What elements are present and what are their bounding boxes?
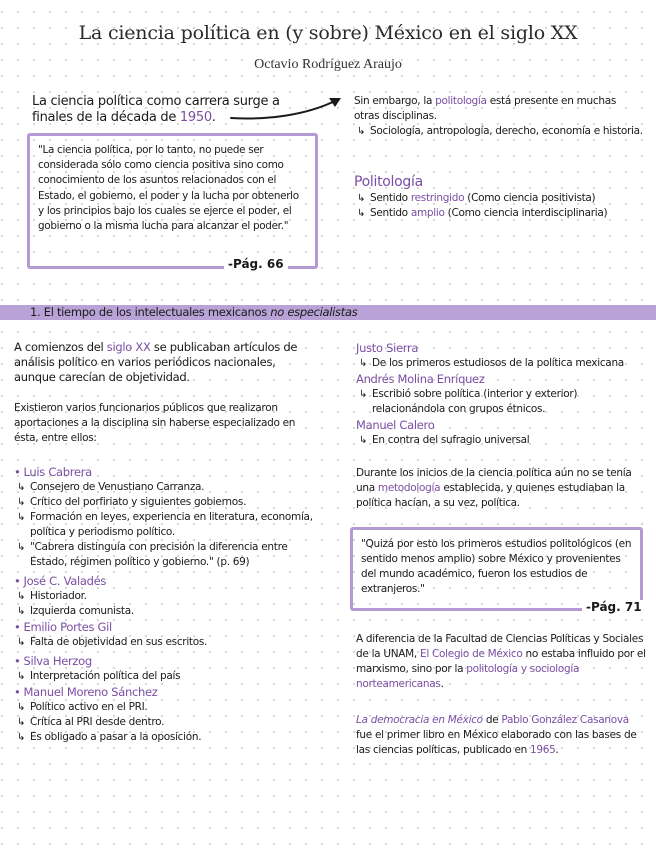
para-metodologia [356, 466, 646, 511]
person-note: ↳ Escribió sobre política (interior y exterior) relacionándola con grupos étnicos. [356, 387, 646, 417]
sentido-restringido [354, 191, 649, 206]
person-name: Manuel Calero [356, 418, 435, 432]
restringido-highlight: restringido [410, 192, 465, 204]
page-reference-71: -Pág. 71 [582, 600, 646, 614]
para-libro [356, 713, 646, 758]
person-note: ↳ "Cabrera distinguía con precisión la diferencia entre Estado, régimen político y gobierno." (p. 69) [14, 540, 314, 570]
section-title-emphasis: no especialistas [270, 305, 358, 319]
note-prefix: Sin embargo, la [354, 95, 436, 107]
page-title: La ciencia política en (y sobre) México en el siglo XX [78, 22, 578, 44]
people-list-left [14, 464, 314, 745]
person-name: • José C. Valadés [14, 573, 314, 589]
person-note: ↳ De los primeros estudiosos de la política mexicana [356, 356, 646, 371]
para-prefix: A comienzos del [14, 340, 107, 354]
right-column [356, 340, 646, 511]
siglo-xx-highlight: siglo XX [106, 340, 151, 354]
left-column [14, 340, 314, 745]
person-name: • Manuel Moreno Sánchez [14, 684, 314, 700]
item-suffix: (Como ciencia interdisciplinaria) [444, 207, 608, 219]
person-note: ↳ Crítica al PRI desde dentro. [14, 715, 314, 730]
para-colegio [356, 632, 646, 692]
arrow-icon [225, 92, 350, 124]
politologia-note-text [354, 94, 644, 124]
person-note: ↳ Es obligado a pasar a la oposición. [14, 730, 314, 745]
person-name: • Luis Cabrera [14, 464, 314, 480]
person-name: • Emilio Portes Gil [14, 619, 314, 635]
person-note: ↳ Consejero de Venustiano Carranza. [14, 480, 314, 495]
book-title: La democracia en México [356, 714, 483, 726]
quote-text: "La ciencia política, por lo tanto, no puede ser considerada sólo como ciencia positiva sino como conocimiento de los asuntos relacionados con el Estado, el gobierno, el poder y la lucha por obtenerlo y los principios bajo los cuales se ejerce el poder, el gobierno o la misma lucha para alcanzar el poder." [38, 144, 299, 233]
intro-note-suffix: . [211, 110, 216, 125]
item-suffix: (Como ciencia positivista) [464, 192, 596, 204]
section-number: 1. [30, 305, 41, 319]
disciplines-list [354, 124, 644, 139]
para-suffix: establecida, y quienes estudiaban la política hacían, a su vez, política. [356, 482, 625, 509]
person-note: ↳ Político activo en el PRI. [14, 700, 314, 715]
person-name: Andrés Molina Enríquez [356, 372, 485, 386]
person-note: ↳ Izquierda comunista. [14, 604, 314, 619]
item-prefix: Sentido [370, 207, 411, 219]
sentido-amplio [354, 206, 649, 221]
section-title: El tiempo de los intelectuales mexicanos [43, 305, 271, 319]
politologia-section [354, 174, 649, 221]
quote-box-pag66 [27, 133, 318, 269]
quote-text: "Quizá por esto los primeros estudios politológicos (en sentido menos amplio) sobre México y provenientes del mundo académico, fueron los estudios de extranjeros." [361, 538, 632, 595]
intro-note-line1: La ciencia política como carrera surge a [32, 94, 280, 109]
para-siglo-xx [14, 340, 314, 385]
politologia-note [354, 94, 644, 139]
person-note: ↳ Falta de objetividad en sus escritos. [14, 635, 314, 650]
person-name: Justo Sierra [356, 341, 419, 355]
person-note: ↳ Historiador. [14, 589, 314, 604]
book-author: Pablo González Casanova [501, 714, 629, 726]
person-note: ↳ Interpretación política del país [14, 669, 314, 684]
amplio-highlight: amplio [410, 207, 445, 219]
para-prefix: Durante los inicios de la ciencia política aún no se tenía una [356, 467, 632, 494]
colegio-mexico-highlight: El Colegio de México [420, 648, 523, 660]
year-1965: 1965 [530, 744, 556, 756]
para-de: de [482, 714, 502, 726]
section-heading [30, 305, 357, 320]
year-1950: 1950 [179, 110, 212, 125]
page-reference-66: -Pág. 66 [224, 257, 288, 271]
para-suffix: . [440, 678, 444, 690]
person-note: ↳ En contra del sufragio universal [356, 433, 646, 448]
person-note: ↳ Formación en leyes, experiencia en literatura, economía, política y periodismo político. [14, 510, 314, 540]
metodologia-highlight: metodología [377, 482, 441, 494]
para-prefix: A diferencia de la Facultad de Ciencias Políticas y Sociales de la UNAM, [356, 633, 644, 660]
note-suffix: está presente en muchas otras disciplinas. [354, 95, 617, 122]
disciplines-text: Sociología, antropología, derecho, economía e historia. [370, 125, 643, 137]
politologia-heading: Politología [354, 174, 423, 190]
politologia-highlight: politología [435, 95, 487, 107]
para-middle: no estaba influido por el marxismo, sino por la [356, 648, 646, 675]
para-suffix: . [555, 744, 559, 756]
quote-box-pag71 [350, 527, 643, 611]
person-name: • Silva Herzog [14, 653, 314, 669]
para-funcionarios: Existieron varios funcionarios públicos que realizaron aportaciones a la disciplina sin haberse especializado en ésta, entre ellos: [14, 402, 296, 444]
item-prefix: Sentido [370, 192, 411, 204]
author-name: Octavio Rodríguez Araujo [254, 57, 402, 72]
politologia-norteamericana-highlight: politología y sociología norteamericanas [356, 663, 580, 690]
para-suffix: se publicaban artículos de análisis político en varios periódicos nacionales, aunque carecían de objetividad. [14, 340, 298, 384]
person-note: ↳ Crítico del porfiriato y siguientes gobiernos. [14, 495, 314, 510]
para-middle: fue el primer libro en México elaborado con las bases de las ciencias políticas, publicado en [356, 729, 637, 756]
intro-note-prefix: finales de la década de [32, 110, 180, 125]
